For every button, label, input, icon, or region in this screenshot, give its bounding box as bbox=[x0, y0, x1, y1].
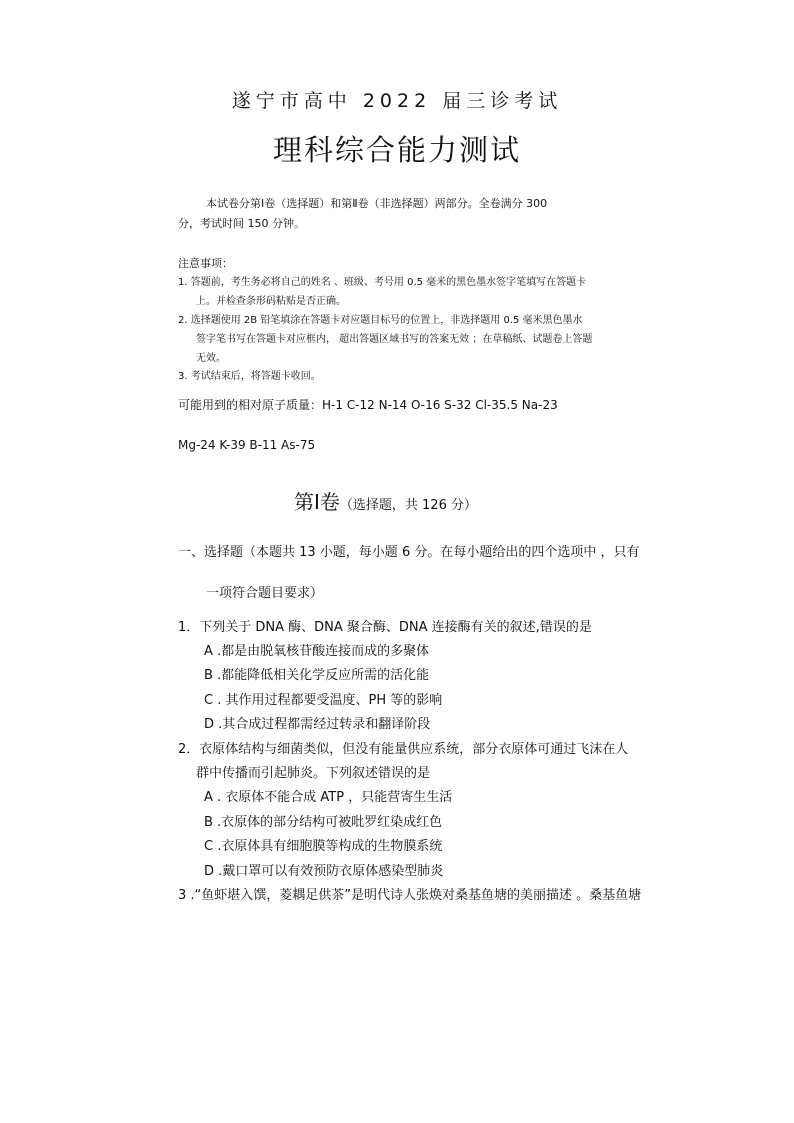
note-1-line-2: 上。并检查条形码粘贴是否正确。 bbox=[196, 296, 346, 307]
question-2-option-a: A . 衣原体不能合成 ATP ，只能营寄生生活 bbox=[204, 790, 453, 805]
question-1-option-d: D .其合成过程都需经过转录和翻译阶段 bbox=[204, 717, 431, 732]
note-2-line-3: 无效。 bbox=[196, 353, 226, 364]
question-2-stem-line-1: 2．衣原体结构与细菌类似，但没有能量供应系统，部分衣原体可通过飞沫在人 bbox=[178, 742, 629, 757]
question-1-option-c: C . 其作用过程都要受温度、PH 等的影响 bbox=[204, 693, 443, 708]
section-1-subtitle: （选择题，共 126 分） bbox=[339, 498, 477, 513]
question-1-stem: 1．下列关于 DNA 酶、DNA 聚合酶、DNA 连接酶有关的叙述,错误的是 bbox=[178, 620, 592, 635]
section-1-title: 第Ⅰ卷 bbox=[294, 490, 340, 514]
question-3-stem-line-1: 3 .“鱼虾堪入馔，菱耦足供茶”是明代诗人张焕对桑基鱼塘的美丽描述 。桑基鱼塘 bbox=[178, 888, 642, 903]
exam-title: 理科综合能力测试 bbox=[272, 133, 521, 167]
intro-line-2: 分，考试时间 150 分钟。 bbox=[178, 217, 305, 230]
note-1-line-1: 1. 答题前，考生务必将自己的姓名 、班级、考号用 0.5 毫米的黑色墨水签字笔填写在答题卡 bbox=[178, 277, 587, 288]
note-3: 3. 考试结束后，将答题卡收回。 bbox=[178, 371, 321, 382]
school-exam-line: 遂宁市高中 2022 届三诊考试 bbox=[231, 90, 563, 112]
question-2-option-c: C .衣原体具有细胞膜等构成的生物膜系统 bbox=[204, 839, 443, 854]
question-1-option-b: B .都能降低相关化学反应所需的活化能 bbox=[204, 668, 430, 683]
part-1-line-1: 一、选择题（本题共 13 小题，每小题 6 分。在每小题给出的四个选项中 ，只有 bbox=[178, 545, 640, 560]
question-2-option-d: D .戴口罩可以有效预防衣原体感染型肺炎 bbox=[204, 864, 444, 879]
notes-heading: 注意事项： bbox=[178, 257, 233, 270]
question-2-stem-line-2: 群中传播而引起肺炎。下列叙述错误的是 bbox=[196, 766, 431, 781]
note-2-line-1: 2. 选择题使用 2B 铅笔填涂在答题卡对应题目标号的位置上，非选择题用 0.5 毫米黑色墨水 bbox=[178, 315, 583, 326]
part-1-line-2: 一项符合题目要求） bbox=[206, 586, 324, 601]
intro-line-1: 本试卷分第Ⅰ卷（选择题）和第Ⅱ卷（非选择题）两部分。全卷满分 300 bbox=[206, 197, 548, 210]
question-1-option-a: A .都是由脱氧核苷酸连接而成的多聚体 bbox=[204, 644, 430, 659]
question-2-option-b: B .衣原体的部分结构可被吡罗红染成红色 bbox=[204, 815, 443, 830]
section-1-heading bbox=[294, 486, 477, 515]
note-2-line-2: 签字笔书写在答题卡对应框内， 超出答题区域书写的答案无效 ；在草稿纸、试题卷上答题 bbox=[196, 334, 593, 345]
atomic-mass-line-1: 可能用到的相对原子质量：H-1 C-12 N-14 O-16 S-32 Cl-35.5 Na-23 bbox=[178, 398, 558, 412]
atomic-mass-line-2: Mg-24 K-39 B-11 As-75 bbox=[178, 438, 316, 452]
